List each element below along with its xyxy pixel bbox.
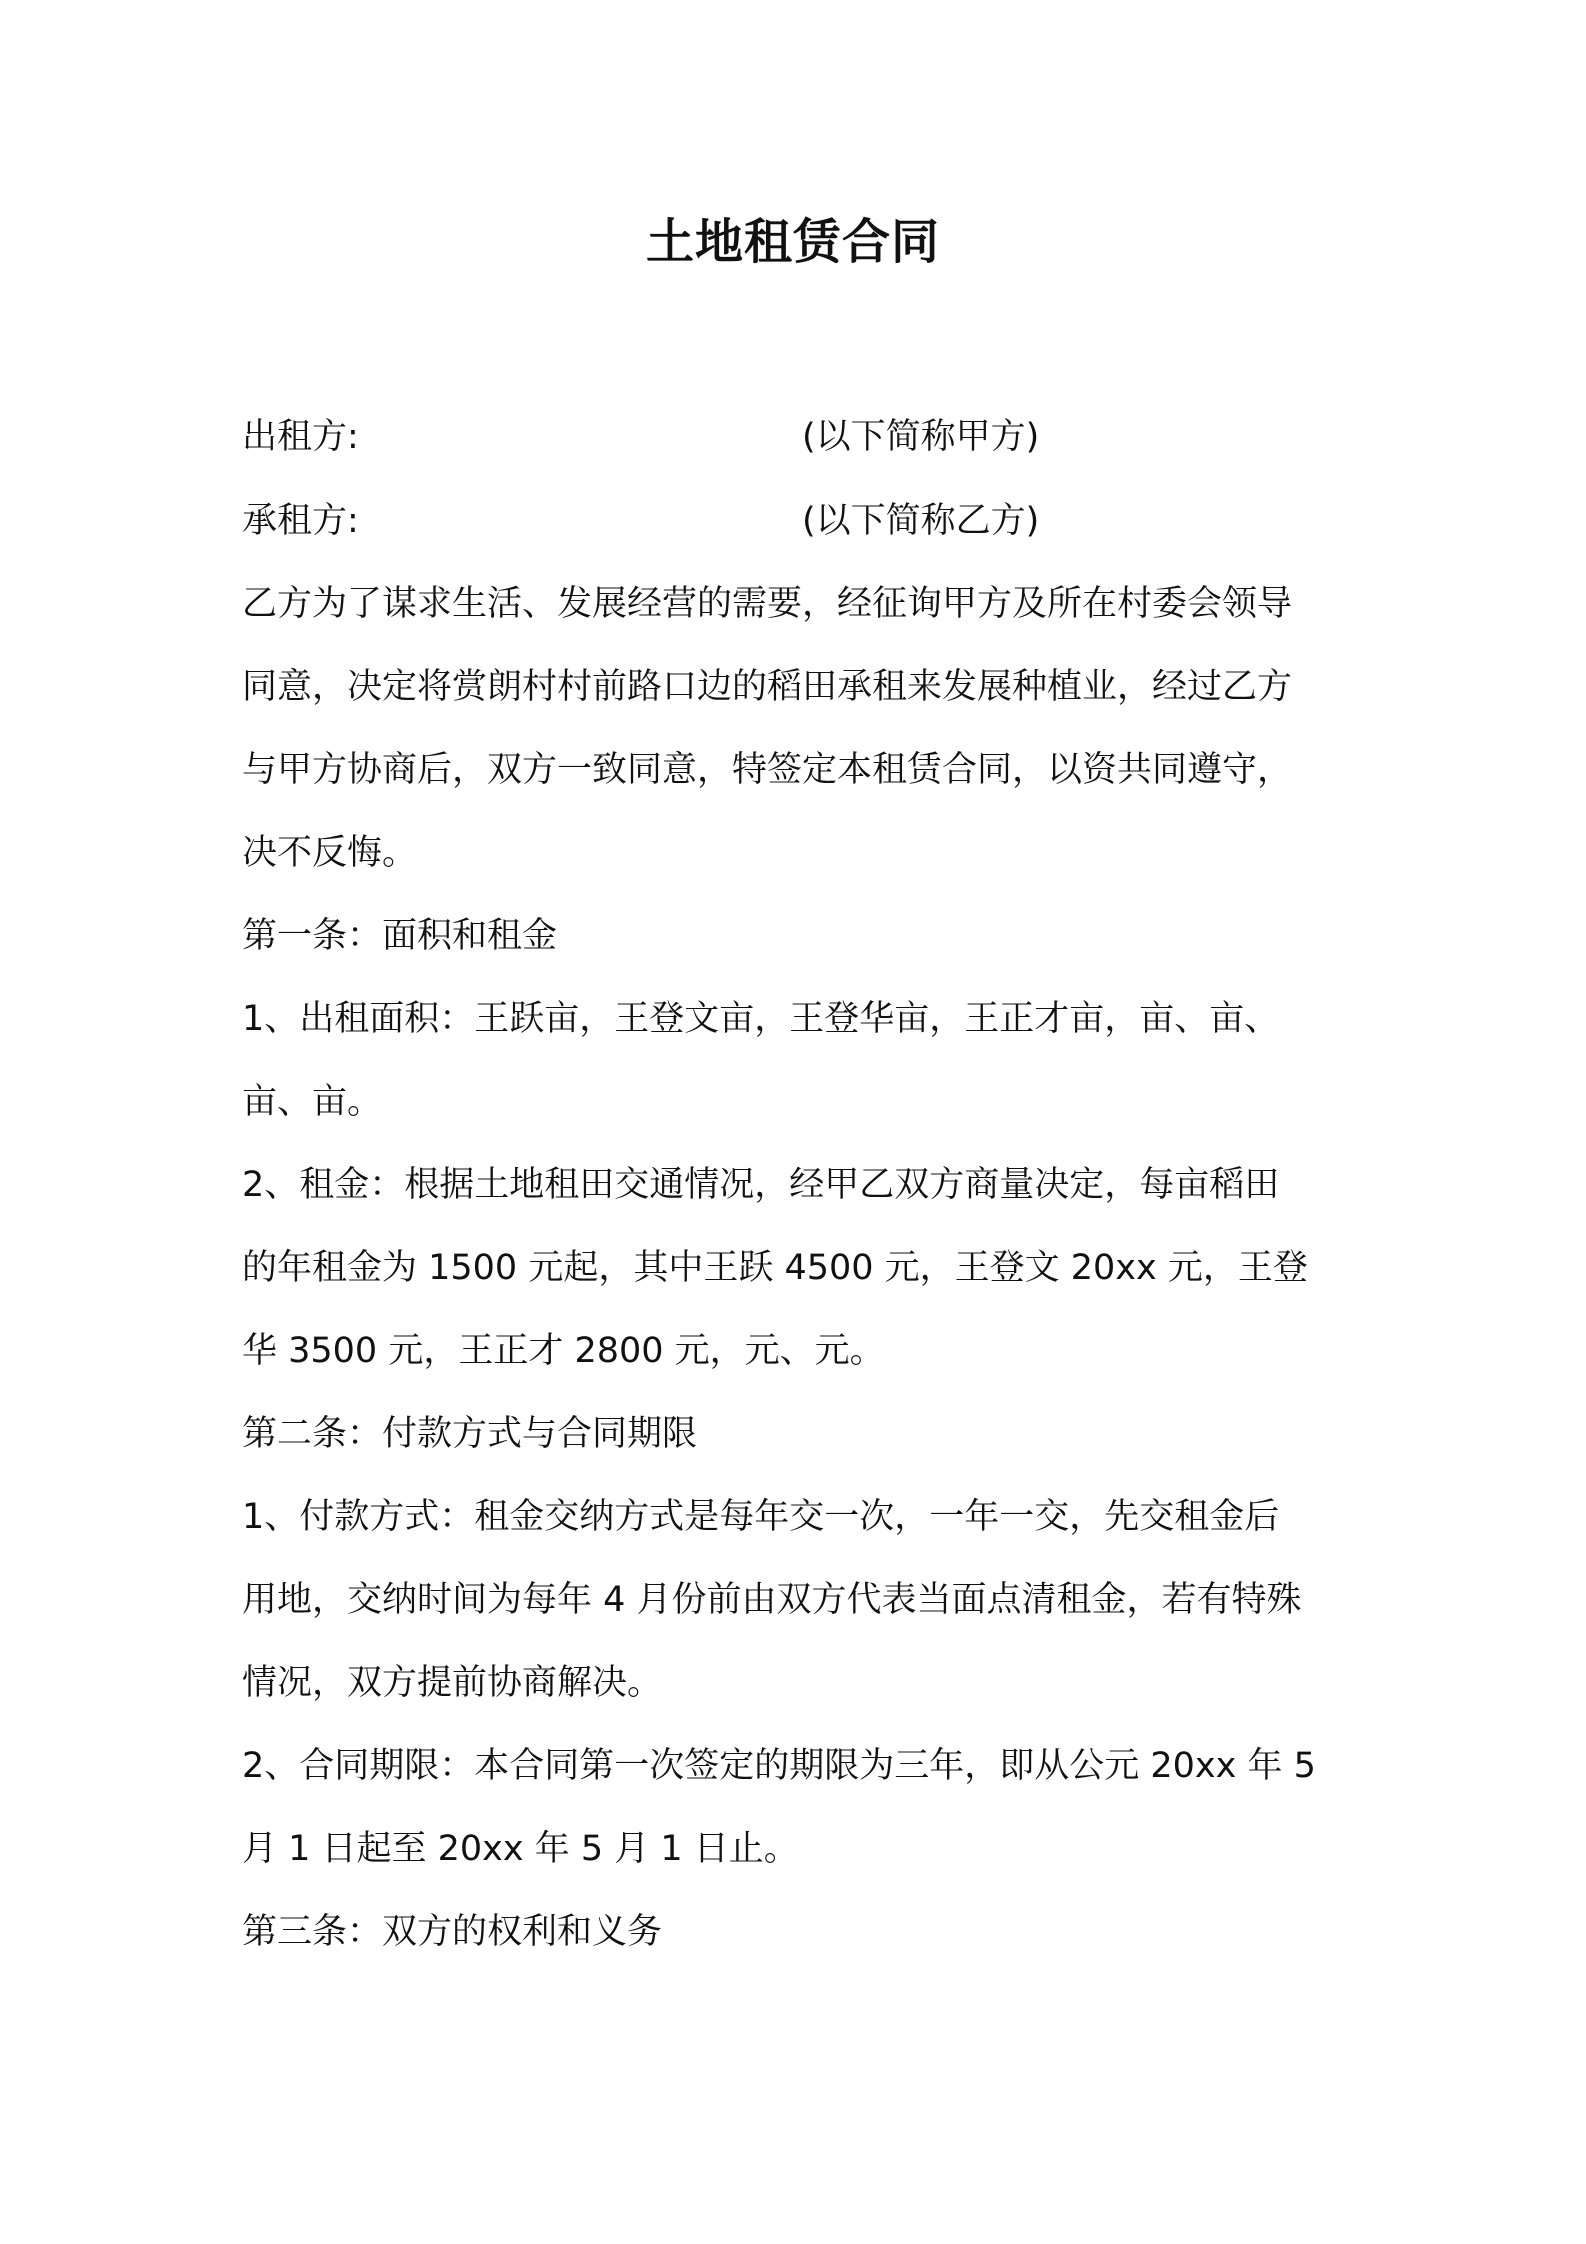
body-line: 华 3500 元，王正才 2800 元，元、元。 [242,1331,885,1371]
body-line: 情况，双方提前协商解决。 [242,1663,663,1703]
body-line: 决不反悔。 [242,833,418,873]
lessee-line [242,497,1040,545]
lessee-note: (以下简称乙方) [802,501,1040,541]
body-line: 亩、亩。 [242,1082,383,1122]
document-title: 土地租赁合同 [645,214,940,270]
section-heading-3: 第三条：双方的权利和义务 [242,1912,663,1952]
body-line: 的年租金为 1500 元起，其中王跃 4500 元，王登文 20xx 元，王登 [242,1248,1308,1288]
lessor-label: 出租方: [242,417,359,457]
body-line: 1、出租面积：王跃亩，王登文亩，王登华亩，王正才亩，亩、亩、 [242,999,1280,1039]
lessor-note: (以下简称甲方) [802,417,1040,457]
body-line: 与甲方协商后，双方一致同意，特签定本租赁合同，以资共同遵守， [242,750,1293,790]
section-heading-1: 第一条：面积和租金 [242,916,558,956]
body-line: 乙方为了谋求生活、发展经营的需要，经征询甲方及所在村委会领导 [242,584,1293,624]
lessee-label: 承租方: [242,501,359,541]
lessor-line [242,413,1040,461]
body-line: 1、付款方式：租金交纳方式是每年交一次，一年一交，先交租金后 [242,1497,1280,1537]
body-line: 月 1 日起至 20xx 年 5 月 1 日止。 [242,1829,799,1869]
body-line: 同意，决定将赏朗村村前路口边的稻田承租来发展种植业，经过乙方 [242,667,1293,707]
body-line: 用地，交纳时间为每年 4 月份前由双方代表当面点清租金，若有特殊 [242,1580,1302,1620]
section-heading-2: 第二条：付款方式与合同期限 [242,1414,698,1454]
body-line: 2、租金：根据土地租田交通情况，经甲乙双方商量决定，每亩稻田 [242,1165,1280,1205]
body-line: 2、合同期限：本合同第一次签定的期限为三年，即从公元 20xx 年 5 [242,1746,1316,1786]
